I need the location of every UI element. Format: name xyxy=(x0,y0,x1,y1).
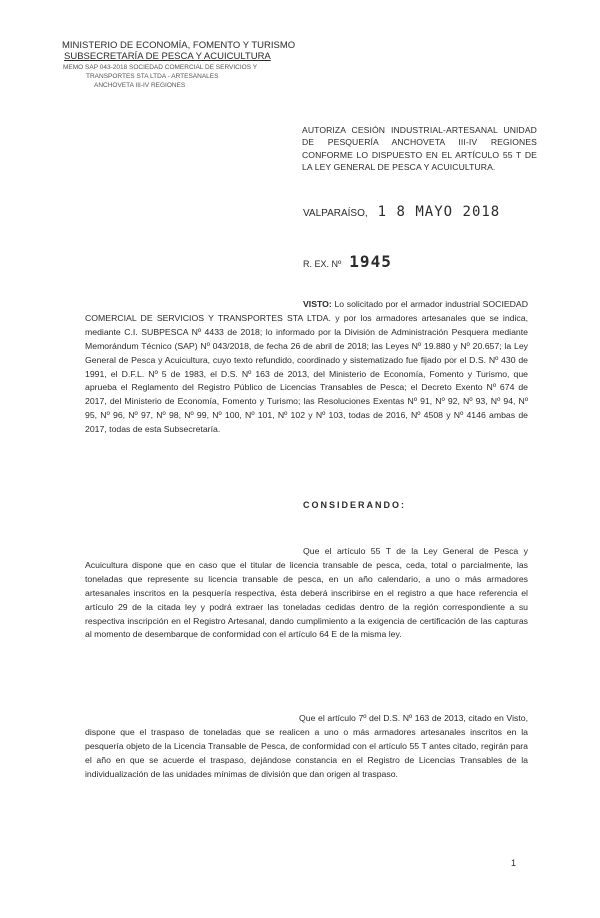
ministry-name: MINISTERIO DE ECONOMÍA, FOMENTO Y TURISMO xyxy=(62,40,296,51)
resolution-number xyxy=(303,252,392,271)
resolution-subject: AUTORIZA CESIÓN INDUSTRIAL-ARTESANAL UNIDAD DE PESQUERÍA ANCHOVETA III-IV REGIONES CONFORME LO DISPUESTO EN EL ARTÍCULO 55 T DE LA LEY GENERAL DE PESCA Y ACUICULTURA. xyxy=(302,125,537,172)
reference-line-2: TRANSPORTES STA LTDA - ARTESANALES xyxy=(86,73,219,80)
considerando-paragraph-2: Que el artículo 7º del D.S. Nº 163 de 2013, citado en Visto, dispone que el traspaso de toneladas que se realicen a uno o más armadores artesanales inscritos en la pesquería objeto de la Licencia Transable de Pesca, de conformidad con el artículo 55 T antes citado, regirán para el año en que se acuerde el traspaso, dejándose constancia en el Registro de Licencias Transables de la individualización de las unidades mínimas de división que dan origen al traspaso. xyxy=(85,713,528,779)
rex-label: R. EX. Nº xyxy=(303,259,342,269)
subsecretaria-name: SUBSECRETARÍA DE PESCA Y ACUICULTURA xyxy=(64,51,271,62)
visto-paragraph xyxy=(85,298,528,437)
place-date xyxy=(303,204,500,220)
considerando-paragraph-1: Que el artículo 55 T de la Ley General de Pesca y Acuicultura dispone que en caso que el titular de licencia transable de pesca, ceda, total o parcialmente, las toneladas que represente su licencia transable de pesca, en un año calendario, a uno o más armadores artesanales inscritos en la pesquería respectiva, ésta deberá inscribirse en el registro a que hace referencia el artículo 29 de la citada ley y podrá extraer las toneladas cedidas dentro de la región correspondiente a su respectiva inscripción en el Registro Artesanal, dando cumplimiento a la exigencia de certificación de las capturas al momento de desembarque de conformidad con el artículo 64 E de la misma ley. xyxy=(85,546,528,640)
considerando-heading: CONSIDERANDO: xyxy=(303,500,407,510)
reference-line-3: ANCHOVETA III-IV REGIONES xyxy=(94,82,186,89)
rex-number: 1945 xyxy=(349,252,392,271)
reference-line-1: MEMO SAP 043-2018 SOCIEDAD COMERCIAL DE SERVICIOS Y xyxy=(63,64,258,71)
visto-text: Lo solicitado por el armador industrial SOCIEDAD COMERCIAL DE SERVICIOS Y TRANSPORTES STA LTDA. y por los armadores artesanales que se indica, mediante C.I. SUBPESCA Nº 4433 de 2018; lo informado por la División de Administración Pesquera mediante Memorándum Técnico (SAP) Nº 043/2018, de fecha 26 de abril de 2018; las Leyes Nº 19.880 y Nº 20.657; la Ley General de Pesca y Acuicultura, cuyo texto refundido, coordinado y sistematizado fue fijado por el D.S. Nº 430 de 1991, el D.F.L. Nº 5 de 1983, el D.S. Nº 163 de 2013, del Ministerio de Economía, Fomento y Turismo, que aprueba el Reglamento del Registro Público de Licencias Transables de Pesca; el Decreto Exento Nº 674 de 2017, del Ministerio de Economía, Fomento y Turismo; las Resoluciones Exentas Nº 91, Nº 92, Nº 93, Nº 94, Nº 95, Nº 96, Nº 97, Nº 98, Nº 99, Nº 100, Nº 101, Nº 102 y Nº 103, todas de 2016, Nº 4508 y Nº 4146 ambas de 2017, todas de esta Subsecretaría. xyxy=(85,299,528,435)
page-number: 1 xyxy=(511,858,517,868)
visto-label: VISTO: xyxy=(303,299,332,309)
place: VALPARAÍSO, xyxy=(303,208,368,219)
date-stamp: 1 8 MAYO 2018 xyxy=(377,204,501,220)
